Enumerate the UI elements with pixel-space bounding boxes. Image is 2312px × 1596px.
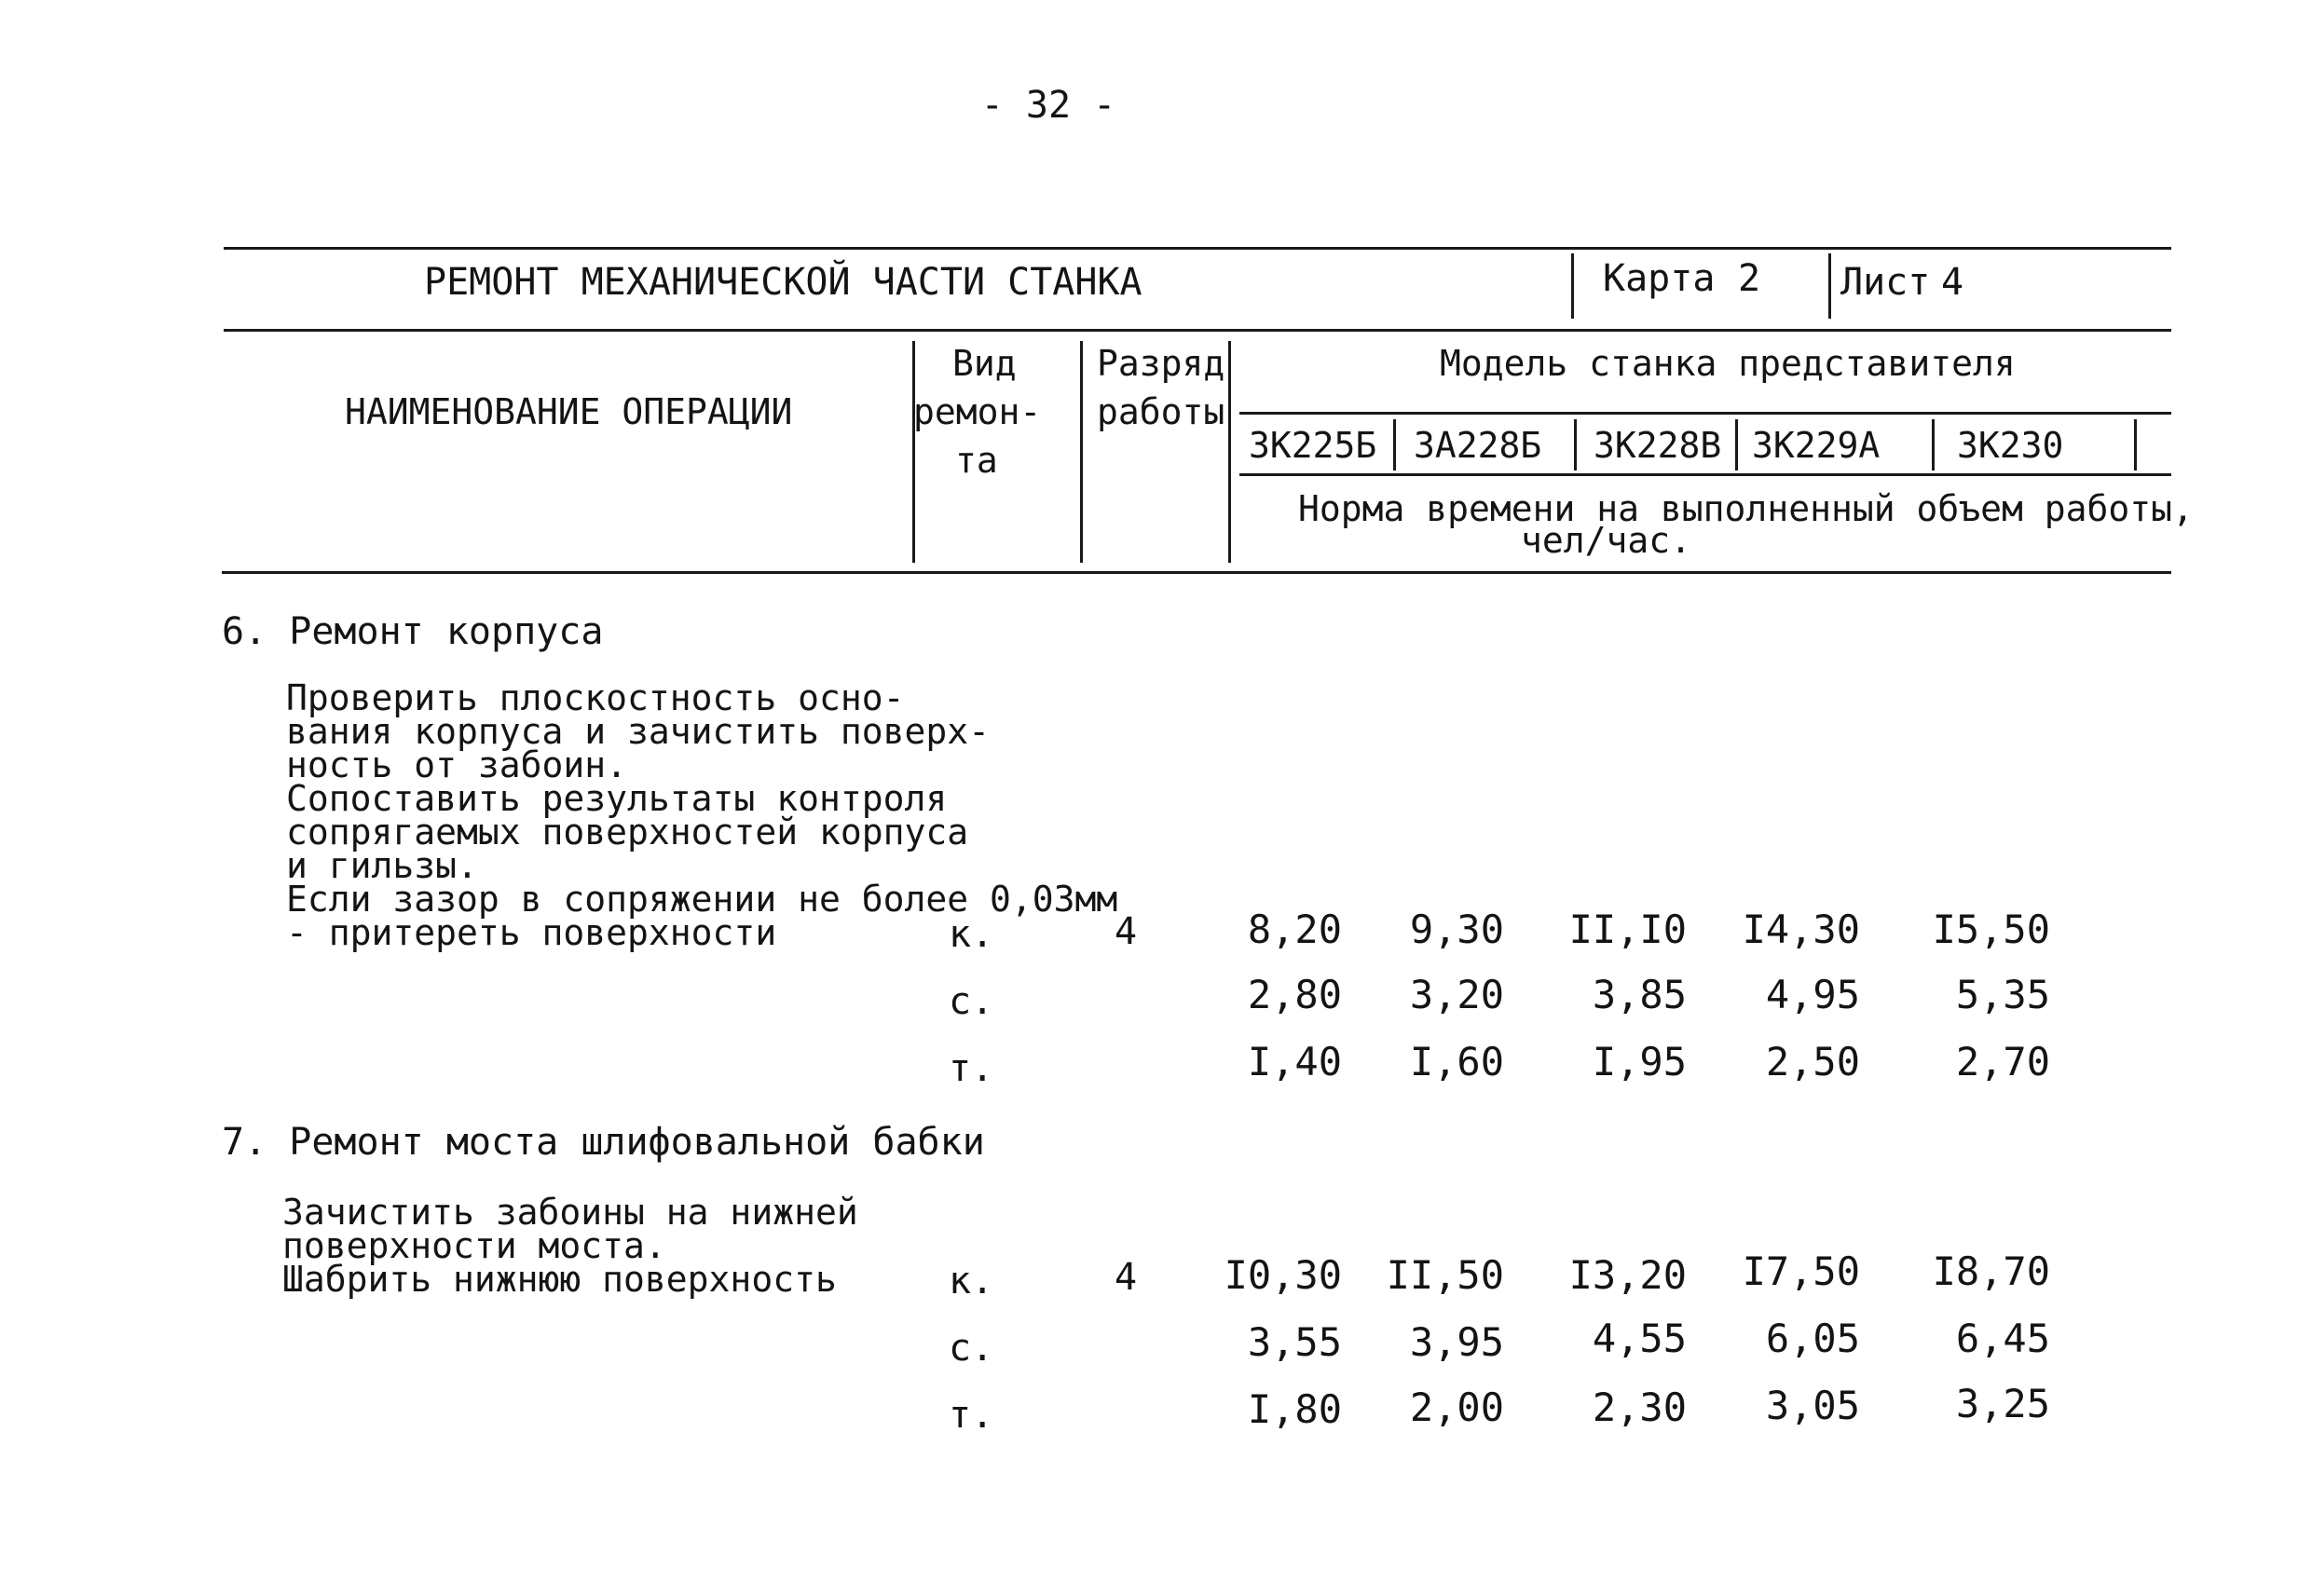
- model-2: 3А228Б: [1414, 425, 1542, 466]
- section-6-row-s-type: с.: [949, 980, 994, 1023]
- section-6-row-s-val-2: 3,20: [1409, 972, 1504, 1017]
- section-6-row-t-type: т.: [949, 1047, 994, 1090]
- model-4: 3К229А: [1752, 425, 1881, 466]
- section-7-desc-3: Шабрить нижнюю поверхность: [282, 1259, 837, 1300]
- section-7-row-k-val-1: I0,30: [1224, 1252, 1342, 1298]
- section-7-row-t-val-4: 3,05: [1765, 1383, 1860, 1428]
- section-6-row-k-val-5: I5,50: [1932, 907, 2050, 952]
- section-7-row-t-val-3: 2,30: [1592, 1385, 1687, 1430]
- sheet-label: Лист: [1840, 261, 1931, 304]
- section-6-desc-1: Проверить плоскостность осно-: [286, 677, 905, 718]
- section-7-row-k-val-2: II,50: [1386, 1252, 1504, 1298]
- section-7-grade: 4: [1115, 1256, 1138, 1299]
- section-7-row-s-type: с.: [949, 1327, 994, 1370]
- section-6-row-s-val-3: 3,85: [1592, 972, 1687, 1017]
- section-7-title: 7. Ремонт моста шлифовальной бабки: [222, 1121, 985, 1164]
- section-7-row-s-val-4: 6,05: [1765, 1316, 1860, 1361]
- section-6-row-t-val-5: 2,70: [1955, 1039, 2050, 1084]
- page-number: - 32 -: [980, 84, 1116, 127]
- card-label: Карта: [1603, 257, 1716, 300]
- section-6-desc-8: - притереть поверхности: [286, 912, 777, 953]
- header-top-rule: [224, 247, 2171, 250]
- section-7-row-t-val-5: 3,25: [1955, 1381, 2050, 1426]
- model-divider-3: [1735, 419, 1738, 471]
- norm-header-1: Норма времени на выполненный объем работы,: [1298, 488, 2194, 529]
- section-6-row-k-type: к.: [949, 913, 994, 956]
- model-1: 3К225Б: [1249, 425, 1377, 466]
- header-mid-rule: [224, 329, 2171, 332]
- section-6-row-k-val-1: 8,20: [1247, 907, 1342, 952]
- model-divider-1: [1393, 419, 1396, 471]
- column-header-grade-2: работы: [1097, 391, 1225, 432]
- column-header-grade-1: Разряд: [1097, 343, 1225, 384]
- section-7-row-s-val-5: 6,45: [1955, 1316, 2050, 1361]
- norm-header-2: чел/час.: [1521, 520, 1692, 561]
- section-6-row-s-val-4: 4,95: [1765, 972, 1860, 1017]
- model-3: 3К228В: [1594, 425, 1722, 466]
- model-divider-5: [2134, 419, 2137, 471]
- section-7-row-k-val-5: I8,70: [1932, 1248, 2050, 1294]
- section-7-row-t-val-1: I,80: [1247, 1386, 1342, 1432]
- section-7-row-s-val-1: 3,55: [1247, 1319, 1342, 1365]
- header-bottom-rule: [222, 571, 2171, 574]
- section-6-desc-2: вания корпуса и зачистить поверх-: [286, 711, 990, 752]
- sheet-divider: [1828, 253, 1831, 319]
- sheet-value: 4: [1941, 261, 1964, 304]
- section-6-desc-7: Если зазор в сопряжении не более 0,03мм: [286, 879, 1118, 920]
- document-title: РЕМОНТ МЕХАНИЧЕСКОЙ ЧАСТИ СТАНКА: [424, 261, 1142, 304]
- column-header-repair-2: ремон-: [913, 391, 1042, 432]
- section-6-desc-3: ность от забоин.: [286, 744, 628, 785]
- col-divider-repair: [1080, 341, 1083, 563]
- section-6-row-k-val-2: 9,30: [1409, 907, 1504, 952]
- section-6-row-s-val-1: 2,80: [1247, 972, 1342, 1017]
- section-7-desc-1: Зачистить забоины на нижней: [282, 1192, 858, 1233]
- section-7-row-t-val-2: 2,00: [1409, 1385, 1504, 1430]
- card-value: 2: [1738, 257, 1761, 300]
- column-header-repair-3: та: [955, 440, 998, 481]
- column-header-operation: НАИМЕНОВАНИЕ ОПЕРАЦИИ: [345, 391, 793, 432]
- col-divider-grade: [1228, 341, 1231, 563]
- section-6-row-t-val-3: I,95: [1592, 1039, 1687, 1084]
- section-6-desc-4: Сопоставить результаты контроля: [286, 778, 948, 819]
- model-header: Модель станка представителя: [1440, 343, 2016, 384]
- section-7-row-k-val-3: I3,20: [1568, 1252, 1687, 1298]
- section-7-row-k-val-4: I7,50: [1742, 1248, 1860, 1294]
- section-6-desc-6: и гильзы.: [286, 845, 478, 886]
- model-divider-2: [1574, 419, 1577, 471]
- section-6-row-s-val-5: 5,35: [1955, 972, 2050, 1017]
- section-6-row-t-val-1: I,40: [1247, 1039, 1342, 1084]
- model-5: 3К230: [1957, 425, 2064, 466]
- section-6-row-k-val-4: I4,30: [1742, 907, 1860, 952]
- models-top-rule: [1239, 412, 2171, 415]
- section-6-grade: 4: [1115, 910, 1138, 953]
- section-6-row-k-val-3: II,I0: [1568, 907, 1687, 952]
- models-bottom-rule: [1239, 473, 2171, 476]
- section-6-row-t-val-2: I,60: [1409, 1039, 1504, 1084]
- section-6-row-t-val-4: 2,50: [1765, 1039, 1860, 1084]
- col-divider-operation: [912, 341, 915, 563]
- model-divider-4: [1932, 419, 1935, 471]
- section-7-row-s-val-3: 4,55: [1592, 1316, 1687, 1361]
- section-7-row-k-type: к.: [949, 1260, 994, 1303]
- section-7-desc-2: поверхности моста.: [282, 1225, 666, 1266]
- card-divider: [1571, 253, 1574, 319]
- section-6-title: 6. Ремонт корпуса: [222, 610, 604, 653]
- section-7-row-s-val-2: 3,95: [1409, 1319, 1504, 1365]
- section-6-desc-5: сопрягаемых поверхностей корпуса: [286, 812, 969, 853]
- section-7-row-t-type: т.: [949, 1394, 994, 1437]
- column-header-repair-1: Вид: [952, 343, 1017, 384]
